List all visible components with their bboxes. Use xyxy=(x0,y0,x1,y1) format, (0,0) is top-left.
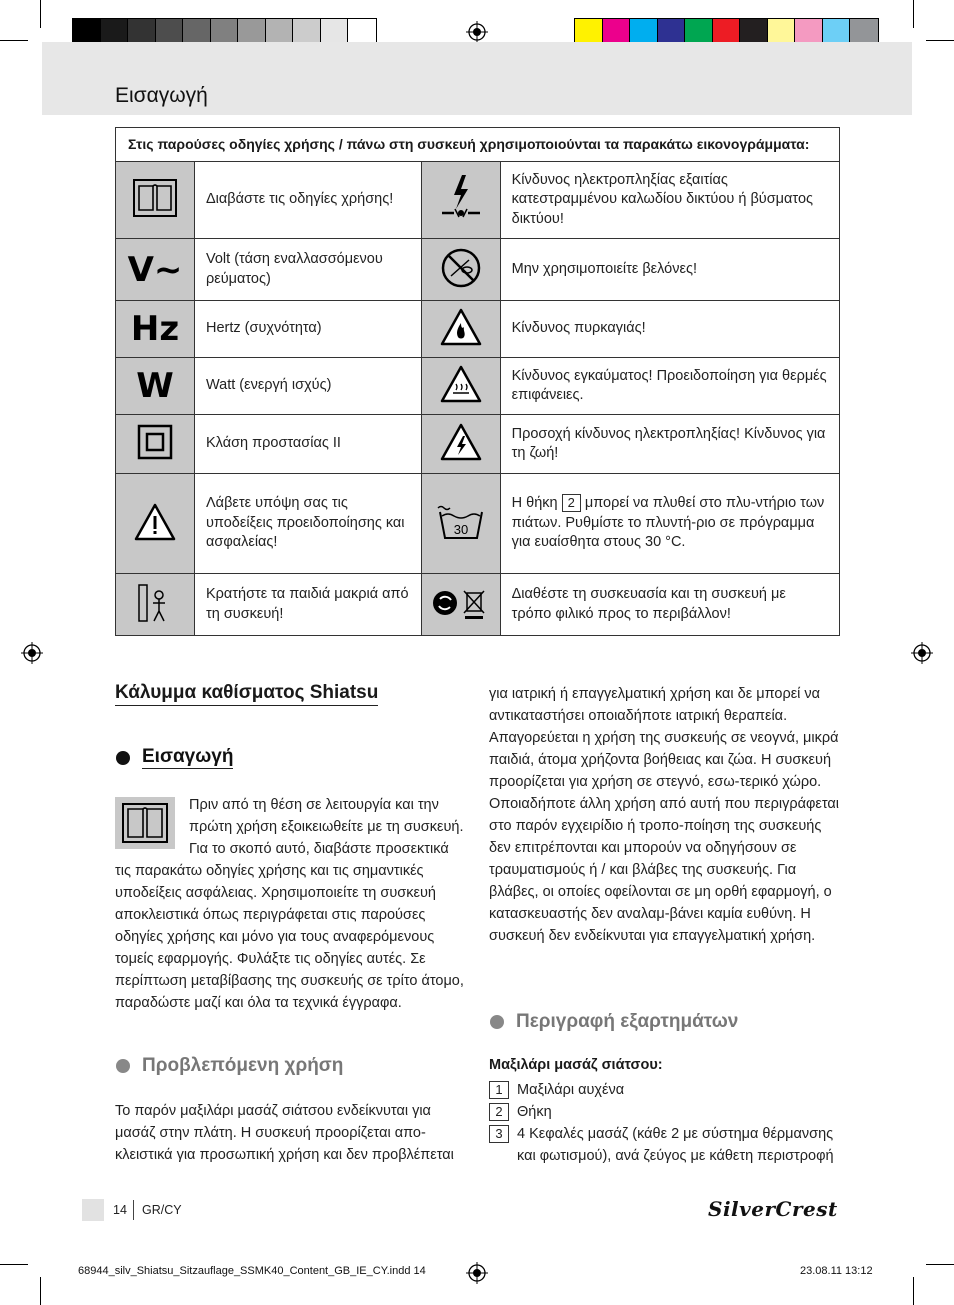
crop-mark xyxy=(926,40,954,41)
table-cell: Κλάση προστασίας II xyxy=(195,415,422,474)
crop-mark xyxy=(913,0,914,28)
table-cell: Κίνδυνος ηλεκτροπληξίας εξαιτίας κατεστραμμένου καλωδίου δικτύου ή βύσματος δικτύου! xyxy=(500,162,839,239)
print-date: 23.08.11 13:12 xyxy=(800,1265,873,1277)
table-cell: Κίνδυνος πυρκαγιάς! xyxy=(500,301,839,358)
table-cell xyxy=(500,474,839,574)
crop-mark xyxy=(40,0,41,28)
keep-children-away-icon xyxy=(116,574,195,636)
parts-heading xyxy=(490,1011,738,1033)
table-cell: Volt (τάση εναλλασσόμενου ρεύματος) xyxy=(195,239,422,301)
washable-text-pre: Η θήκη xyxy=(511,495,558,512)
page-title: Εισαγωγή xyxy=(115,84,208,107)
protection-class-ii-icon xyxy=(116,415,195,474)
fire-hazard-icon xyxy=(421,301,500,358)
registration-mark-icon xyxy=(466,1262,488,1284)
bullet-icon xyxy=(490,1015,504,1029)
table-cell: Κρατήστε τα παιδιά μακριά από τη συσκευή! xyxy=(195,574,422,636)
part-label: Μαξιλάρι αυχένα xyxy=(517,1082,625,1098)
hertz-icon xyxy=(116,301,195,358)
recycle-disposal-icon xyxy=(421,574,500,636)
parts-heading-label: Περιγραφή εξαρτημάτων xyxy=(516,1011,739,1032)
product-title: Κάλυμμα καθίσματος Shiatsu xyxy=(115,682,378,706)
list-item xyxy=(489,1123,833,1145)
washable-text-post: μπορεί να πλυθεί στο πλυ-ντήριο των πιάτων. Ρυθμίστε το πλυντή-ριο σε πρόγραμμα για ευαίσθητα στους 30 °C. xyxy=(511,495,825,551)
part-number: 3 xyxy=(489,1125,509,1143)
volt-ac-icon xyxy=(116,239,195,301)
table-row xyxy=(116,415,840,474)
table-row xyxy=(116,239,840,301)
table-cell: Hertz (συχνότητα) xyxy=(195,301,422,358)
list-item xyxy=(489,1101,552,1123)
damaged-cable-icon xyxy=(421,162,500,239)
registration-mark-icon xyxy=(466,21,488,43)
intro-text: Πριν από τη θέση σε λειτουργία και την πρώτη χρήση εξοικειωθείτε με τη συσκευή. Για το σκοπό αυτό, διαβάστε προσεκτικά τις παρακάτω οδηγίες χρήσης και τις σημαντικές υποδείξεις ασφάλειας. Χρησιμοποιείτε τη συσκευή αποκλειστικά όπως περιγράφεται στις παρούσες οδηγίες χρήσης και μόνο για τους αναφερόμενους τομείς εφαρμογής. Φυλάξτε τις οδηγίες αυτές. Σε περίπτωση μεταβίβασης της συσκευής σε τρίτο άτομο, παραδώστε μαζί και όλα τα τεχνικά έγγραφα. xyxy=(115,797,464,1011)
table-cell: Μην χρησιμοποιείτε βελόνες! xyxy=(500,239,839,301)
intro-heading xyxy=(116,746,233,769)
crop-mark xyxy=(913,1277,914,1305)
crop-mark xyxy=(0,40,28,41)
table-row xyxy=(116,301,840,358)
table-row xyxy=(116,474,840,574)
table-cell: Watt (ενεργή ισχύς) xyxy=(195,358,422,415)
part-number: 1 xyxy=(489,1081,509,1099)
table-cell: Λάβετε υπόψη σας τις υποδείξεις προειδοποίησης και ασφαλείας! xyxy=(195,474,422,574)
dishwasher-safe-icon xyxy=(421,474,500,574)
bullet-icon xyxy=(116,751,130,765)
intro-paragraph xyxy=(115,794,467,1014)
part-label: Θήκη xyxy=(517,1104,552,1120)
part-label: 4 Κεφαλές μασάζ (κάθε 2 με σύστημα θέρμανσης xyxy=(517,1126,834,1142)
footer-tab xyxy=(82,1199,104,1221)
bullet-icon xyxy=(116,1059,130,1073)
hertz-symbol: Hz xyxy=(130,309,180,349)
table-cell: Κίνδυνος εγκαύματος! Προειδοποίηση για θερμές επιφάνειες. xyxy=(500,358,839,415)
table-row xyxy=(116,358,840,415)
intro-heading-label: Εισαγωγή xyxy=(142,746,234,767)
registration-mark-icon xyxy=(21,642,43,664)
table-cell: Διαθέστε τη συσκευασία και τη συσκευή με τρόπο φιλικό προς το περιβάλλον! xyxy=(500,574,839,636)
hot-surface-icon xyxy=(421,358,500,415)
intended-use-text-continued: για ιατρική ή επαγγελματική χρήση και δε μπορεί να αντικαταστήσει οποιαδήποτε ιατρική θεραπεία. Απαγορεύεται η χρήση της συσκευής σε νεογνά, μικρά παιδιά, άτομα χρήζοντα βοήθειας και ζώα. Η συσκευή προορίζεται για χρήση σε στεγνό, εσω-τερικό χώρο. Οποιαδήποτε άλλη χρήση από αυτή που περιγράφεται στο παρόν εγχειρίδιο ή τροπο-ποίηση της συσκευής δεν επιτρέπονται και μπορούν να οδηγήσουν σε τραυματισμούς ή / και βλάβες της συσκευής. Για βλάβες, οι οποίες οφείλονται σε μη ορθή εφαρμογή, ο κατασκευαστής δεν αναλαμ-βάνει καμία ευθύνη. Η συσκευή δεν ενδείκνυται για επαγγελματική χρήση. xyxy=(489,686,839,944)
table-cell: Διαβάστε τις οδηγίες χρήσης! xyxy=(195,162,422,239)
page-number: 14 xyxy=(113,1203,127,1217)
registration-mark-icon xyxy=(911,642,933,664)
language-code: GR/CY xyxy=(142,1203,182,1217)
intended-use-text: Το παρόν μαξιλάρι μασάζ σιάτσου ενδείκνυται για μασάζ στην πλάτη. Η συσκευή προορίζεται απο-κλειστικά για προσωπική χρήση και δεν προβλέπεται xyxy=(115,1103,454,1163)
file-info: 68944_silv_Shiatsu_Sitzauflage_SSMK40_Content_GB_IE_CY.indd 14 xyxy=(78,1265,426,1277)
read-manual-icon xyxy=(116,162,195,239)
crop-mark xyxy=(0,1264,28,1265)
pictogram-table xyxy=(115,127,840,636)
table-cell: Προσοχή κίνδυνος ηλεκτροπληξίας! Κίνδυνος για τη ζωή! xyxy=(500,415,839,474)
wash-temperature: 30 xyxy=(453,521,468,537)
intended-use-heading xyxy=(116,1055,343,1077)
brand-logo: SilverCrest xyxy=(708,1197,838,1221)
crop-mark xyxy=(40,1277,41,1305)
table-row xyxy=(116,574,840,636)
list-item-continued: και φωτισμού), ανά ζεύγος με κάθετη περιστροφή xyxy=(517,1148,834,1164)
watt-symbol: W xyxy=(136,366,174,406)
watt-icon xyxy=(116,358,195,415)
volt-ac-symbol: V~ xyxy=(127,249,183,290)
list-item xyxy=(489,1079,624,1101)
crop-mark xyxy=(926,1264,954,1265)
part-number-box: 2 xyxy=(562,494,581,512)
electric-shock-warning-icon xyxy=(421,415,500,474)
parts-subtitle: Μαξιλάρι μασάζ σιάτσου: xyxy=(489,1057,663,1073)
table-header: Στις παρούσες οδηγίες χρήσης / πάνω στη συσκευή χρησιμοποιούνται τα παρακάτω εικονογράμματα: xyxy=(116,128,840,162)
warning-triangle-icon xyxy=(116,474,195,574)
footer-divider xyxy=(133,1200,134,1220)
icon-spacer xyxy=(115,794,189,854)
part-number: 2 xyxy=(489,1103,509,1121)
intended-use-heading-label: Προβλεπόμενη χρήση xyxy=(142,1055,344,1076)
no-needles-icon xyxy=(421,239,500,301)
table-row xyxy=(116,162,840,239)
